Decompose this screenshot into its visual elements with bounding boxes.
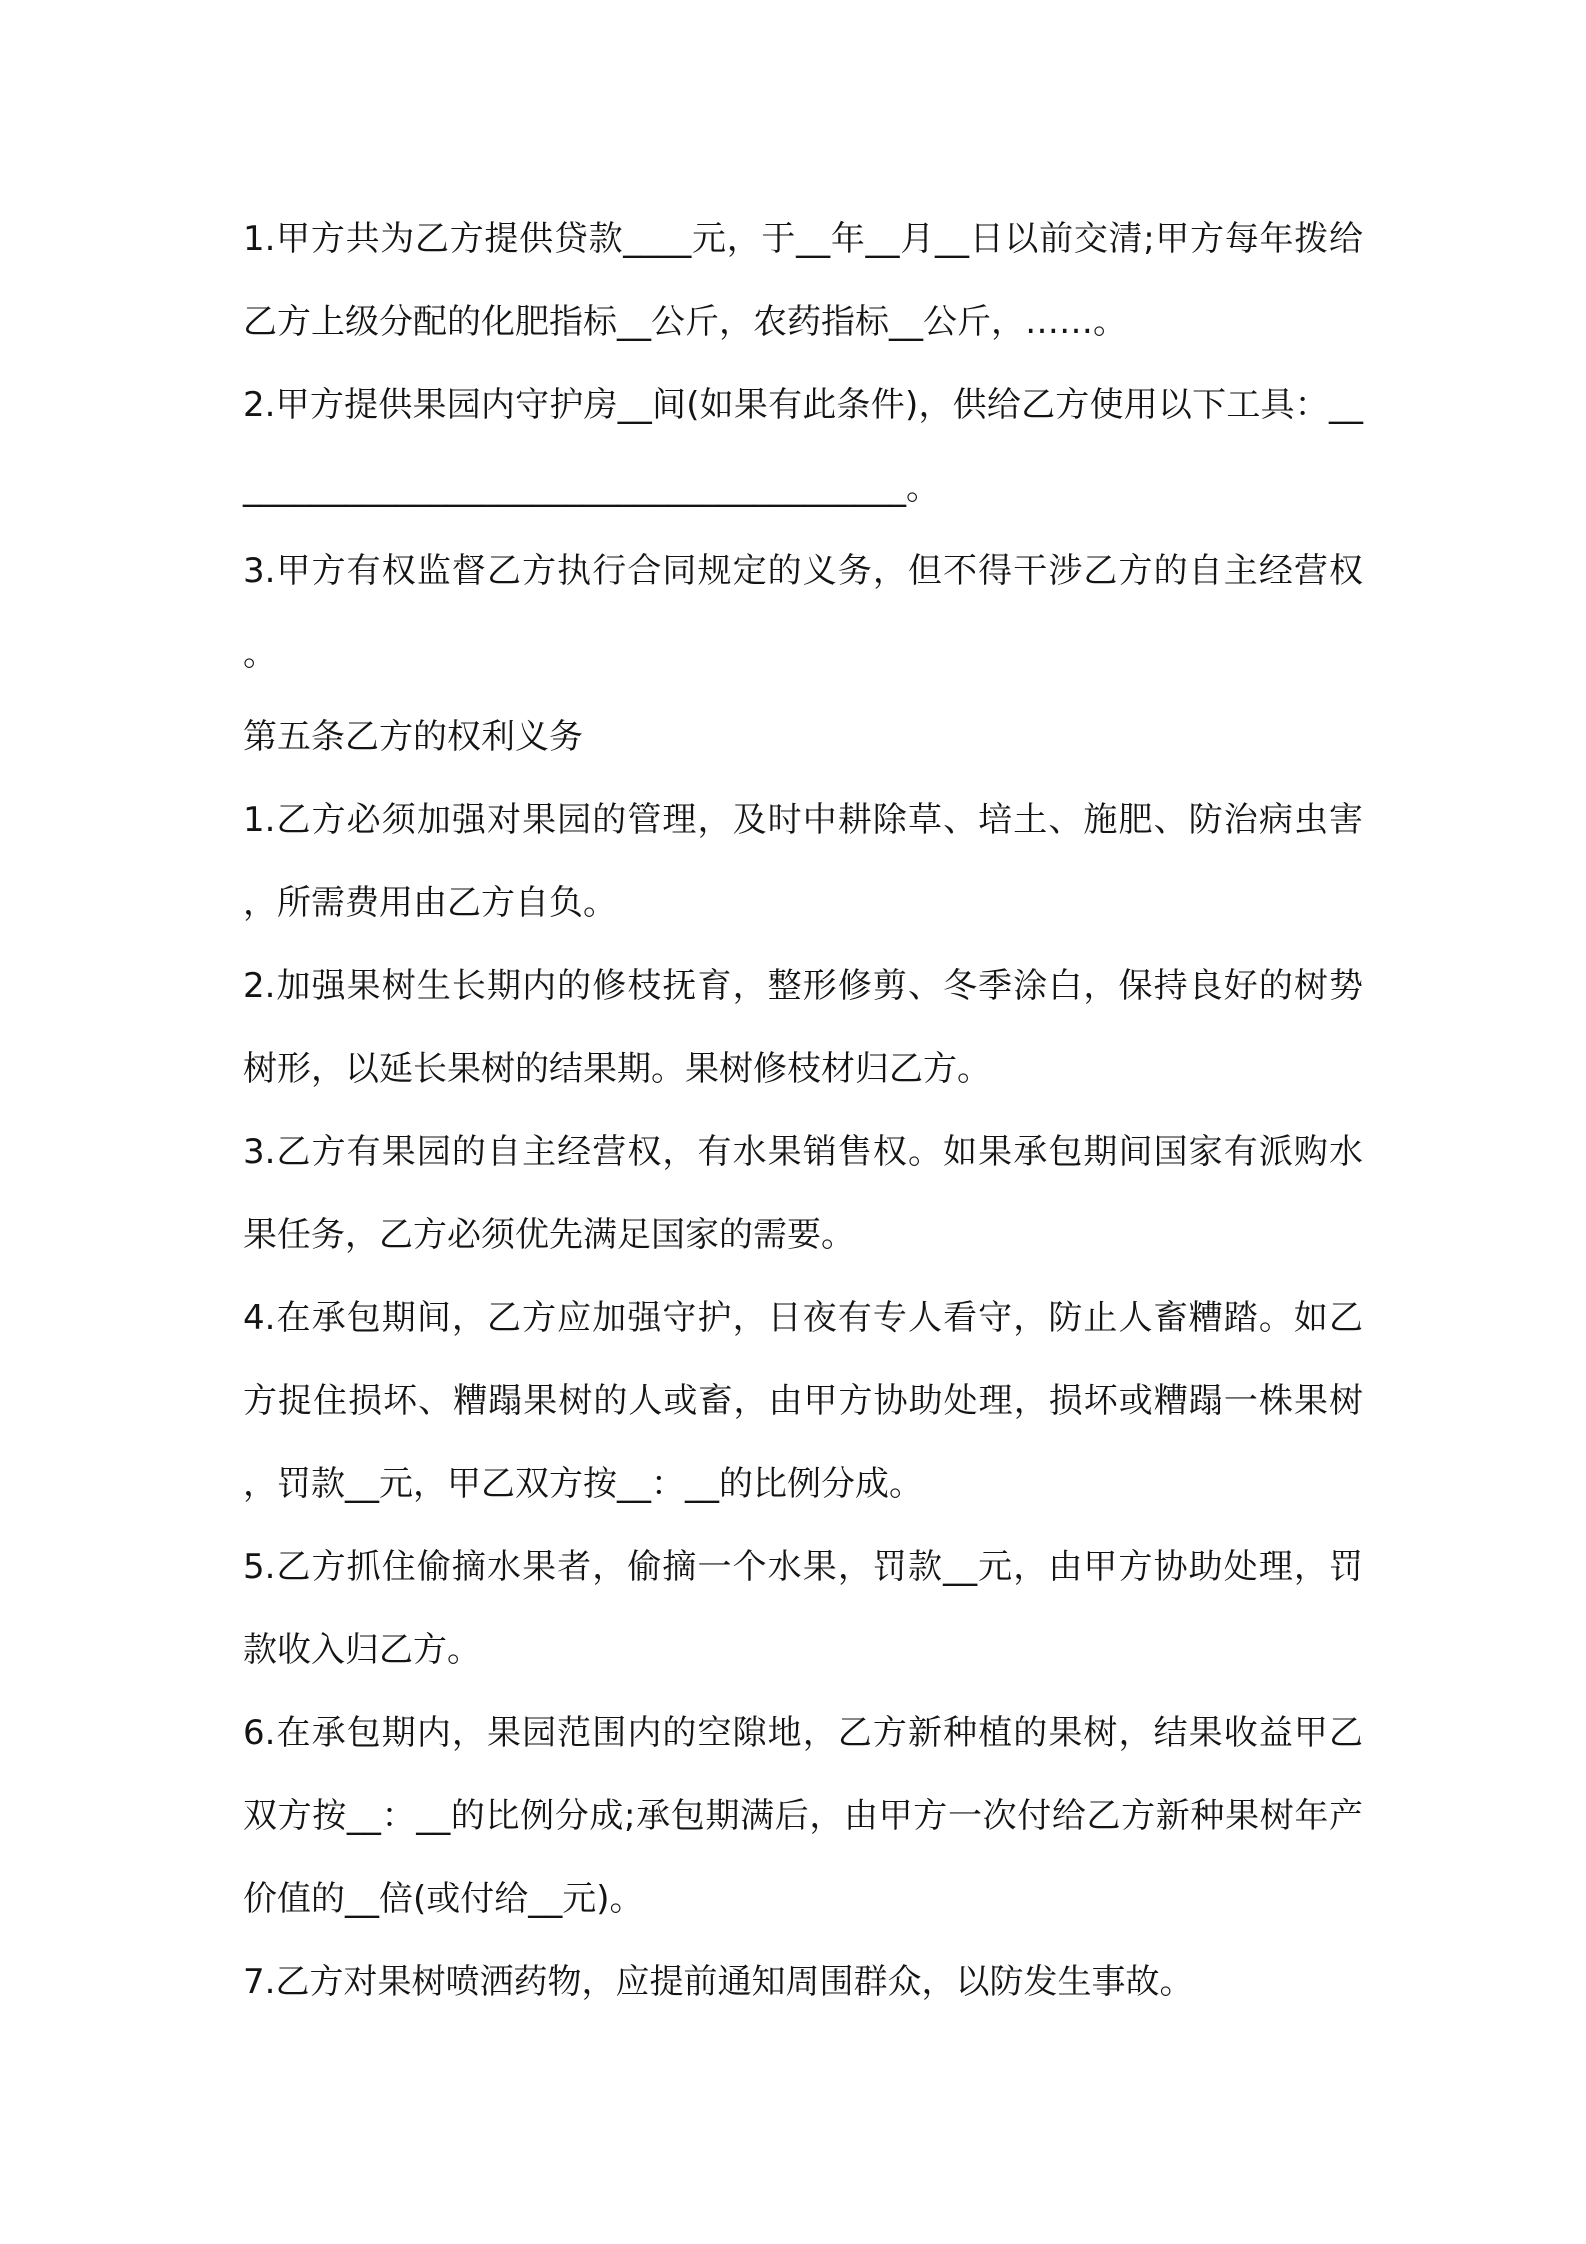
paragraph-party-b-pruning: 2.加强果树生长期内的修枝抚育，整形修剪、冬季涂白，保持良好的树势树形，以延长果树的结果期。果树修枝材归乙方。 — [243, 966, 1363, 1089]
paragraph-party-b-sales-rights: 3.乙方有果园的自主经营权，有水果销售权。如果承包期间国家有派购水果任务，乙方必须优先满足国家的需要。 — [243, 1132, 1363, 1255]
document-body — [243, 198, 1363, 2024]
paragraph-party-b-new-trees: 6.在承包期内，果园范围内的空隙地，乙方新种植的果树，结果收益甲乙双方按__：__的比例分成;承包期满后，由甲方一次付给乙方新种果树年产价值的__倍(或付给__元)。 — [243, 1713, 1363, 1919]
paragraph-party-b-management: 1.乙方必须加强对果园的管理，及时中耕除草、培土、施肥、防治病虫害，所需费用由乙方自负。 — [243, 800, 1363, 923]
paragraph-party-a-supervision: 3.甲方有权监督乙方执行合同规定的义务，但不得干涉乙方的自主经营权。 — [243, 551, 1363, 674]
paragraph-party-b-pesticide: 7.乙方对果树喷洒药物，应提前通知周围群众，以防发生事故。 — [243, 1962, 1194, 2002]
paragraph-party-a-guard-house: 2.甲方提供果园内守护房__间(如果有此条件)，供给乙方使用以下工具：_________________________________________。 — [243, 385, 1363, 508]
paragraph-party-b-theft-penalty: 5.乙方抓住偷摘水果者，偷摘一个水果，罚款__元，由甲方协助处理，罚款收入归乙方。 — [243, 1547, 1363, 1670]
paragraph-party-b-guarding: 4.在承包期间，乙方应加强守护，日夜有专人看守，防止人畜糟踏。如乙方捉住损坏、糟蹋果树的人或畜，由甲方协助处理，损坏或糟蹋一株果树，罚款__元，甲乙双方按__：__的比例分成。 — [243, 1298, 1363, 1504]
paragraph-party-a-loan: 1.甲方共为乙方提供贷款____元，于__年__月__日以前交清;甲方每年拨给乙方上级分配的化肥指标__公斤，农药指标__公斤，……。 — [243, 219, 1363, 342]
section-heading-article-5: 第五条乙方的权利义务 — [243, 717, 583, 757]
